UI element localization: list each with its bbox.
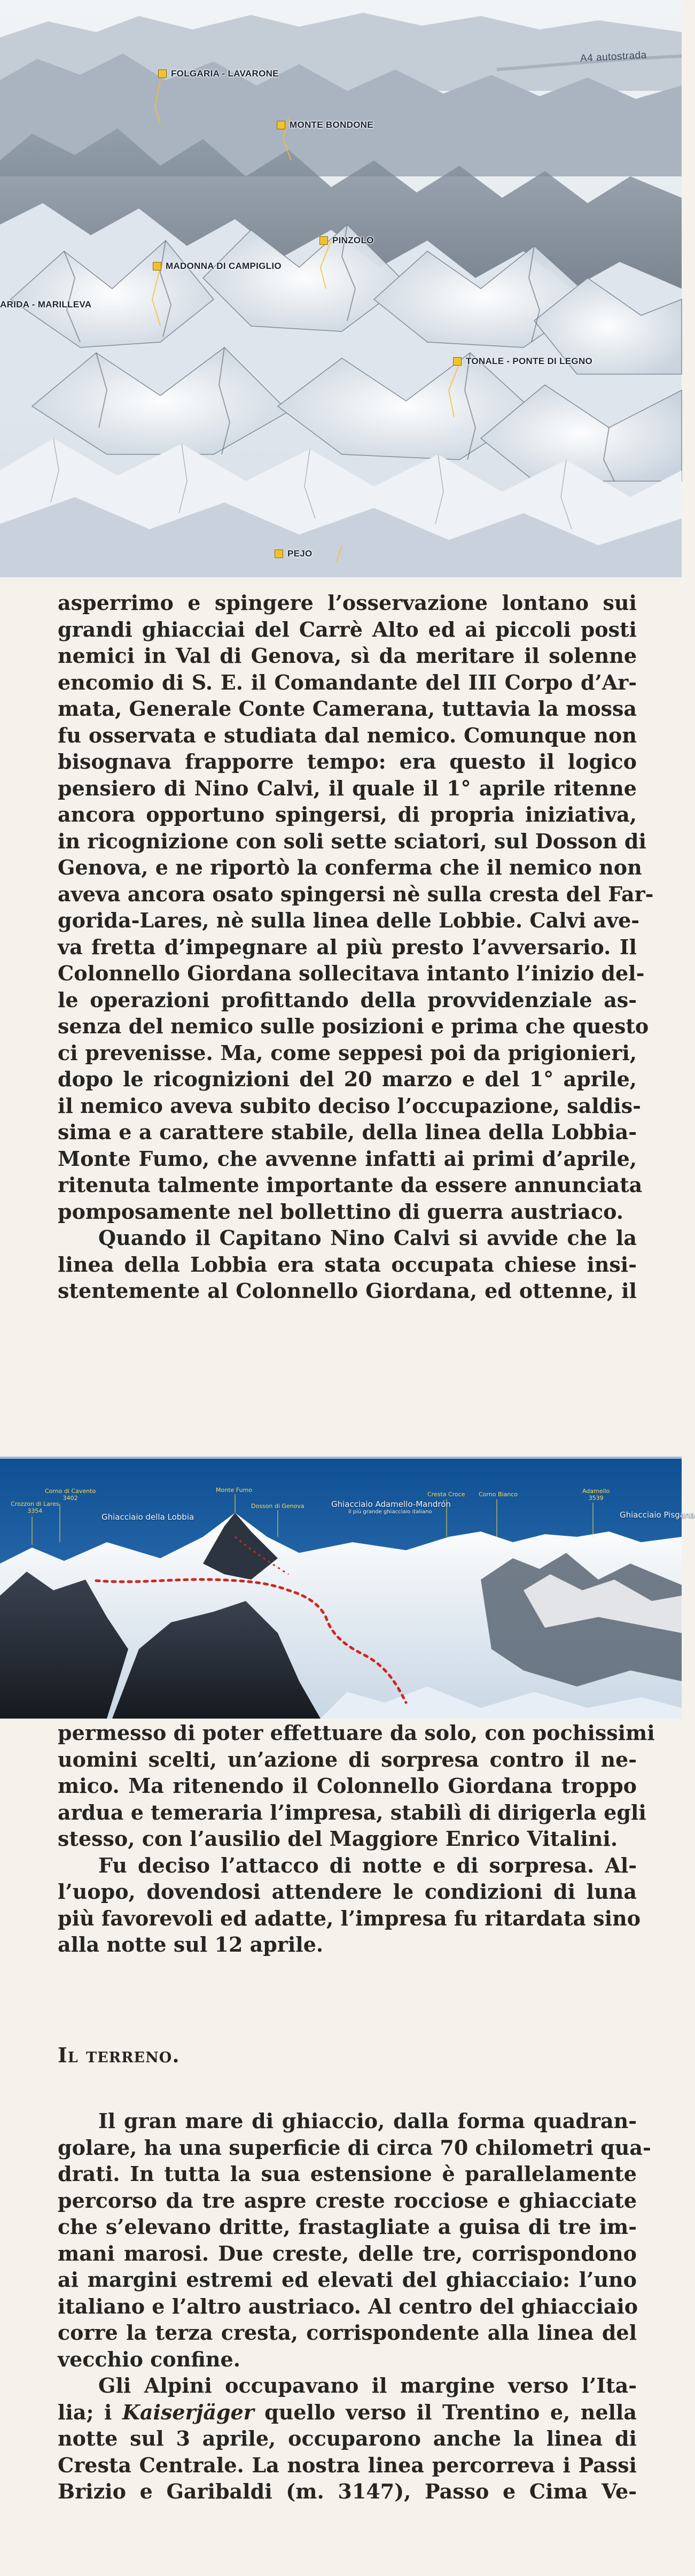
italic-term: Kaiserjäger — [122, 2400, 254, 2424]
heading-text: Il terreno. — [58, 2043, 180, 2067]
resort-name: PINZOLO — [332, 235, 374, 245]
text-line: in ricognizione con soli sette sciatori, sul Dosson di — [58, 829, 646, 853]
text-line: ai margini estremi ed elevati del ghiacciaio: l’uno — [58, 2268, 637, 2292]
text-line: dopo le ricognizioni del 20 marzo e del 1° aprile, — [58, 1067, 637, 1091]
resort-name: FOLGARIA - LAVARONE — [171, 68, 279, 79]
text-line: più favorevoli ed adatte, l’impresa fu ritardata sino — [58, 1906, 641, 1930]
text-line: il nemico aveva subito deciso l’occupazione, saldis- — [58, 1093, 641, 1118]
text-line: Colonnello Giordana sollecitava intanto l’inizio del- — [58, 961, 645, 985]
text-line: stentemente al Colonnello Giordana, ed ottenne, il — [58, 1279, 637, 1303]
paragraph — [58, 1720, 655, 1852]
peak-label: Corno di Cavento 3402 — [45, 1488, 96, 1502]
text-line: notte sul 3 aprile, occuparono anche la linea di — [58, 2426, 637, 2450]
text-line: Il gran mare di ghiaccio, dalla forma quadran- — [98, 2109, 637, 2133]
resort-name: TONALE - PONTE DI LEGNO — [466, 356, 593, 366]
text-line: nemici in Val di Genova, sì da meritare il solenne — [58, 644, 637, 668]
glacier-sublabel: il più grande ghiacciaio italiano — [348, 1509, 432, 1515]
resort-marker[interactable] — [277, 120, 373, 130]
text-line: Gli Alpini occupavano il margine verso l’Ita- — [98, 2373, 637, 2397]
resort-marker[interactable] — [158, 68, 279, 79]
text-line: l’uopo, dovendosi attendere le condizioni di luna — [58, 1879, 637, 1904]
text-line: mico. Ma ritenendo il Colonnello Giordana troppo — [58, 1774, 637, 1798]
resort-marker-icon — [275, 550, 283, 558]
paragraph — [58, 1225, 637, 1304]
text-line: sima e a carattere stabile, della linea della Lobbia- — [58, 1120, 637, 1144]
resort-marker[interactable] — [453, 356, 592, 367]
text-line: Monte Fumo, che avvenne infatti ai primi d’aprile, — [58, 1146, 637, 1171]
text-line: le operazioni profittando della provvidenziale as- — [58, 987, 637, 1012]
resort-marker[interactable] — [0, 299, 91, 310]
ski-resort-map — [0, 0, 682, 577]
text-line: che s’elevano dritte, frastagliate a guisa di tre im- — [58, 2215, 637, 2239]
text-line: lia; i Kaiserjäger quello verso il Trentino e, nella — [58, 2400, 637, 2424]
glacier-panorama — [0, 1457, 695, 1719]
text-line: Quando il Capitano Nino Calvi si avvide che la — [98, 1226, 637, 1250]
resort-marker[interactable] — [153, 261, 282, 272]
text-line: golare, ha una superficie di circa 70 chilometri qua- — [58, 2135, 651, 2160]
text-line: fu osservata e studiata dal nemico. Comunque non — [58, 723, 637, 747]
body-text-bottom — [58, 1720, 655, 1958]
text-line: percorso da tre aspre creste rocciose e ghiacciate — [58, 2188, 637, 2213]
text-line: senza del nemico sulle posizioni e prima che questo — [58, 1014, 649, 1038]
resort-marker[interactable] — [319, 235, 374, 246]
text-line: ardua e temeraria l’impresa, stabilì di dirigerla egli — [58, 1800, 646, 1824]
text-line: encomio di S. E. il Comandante del III Corpo d’Ar- — [58, 670, 637, 694]
glacier-label: Ghiacciaio della Lobbia — [101, 1512, 194, 1522]
text-line: stesso, con l’ausilio del Maggiore Enrico Vitalini. — [58, 1827, 618, 1851]
resort-marker[interactable] — [275, 548, 313, 559]
body-text-top — [58, 590, 654, 1304]
text-line: asperrimo e spingere l’osservazione lontano sui — [58, 591, 637, 615]
highway-label: A4 autostrada — [580, 49, 647, 65]
text-line: bisognava frapporre tempo: era questo il logico — [58, 749, 637, 773]
text-line: linea della Lobbia era stata occupata chiese insi- — [58, 1252, 637, 1277]
resort-marker-icon — [277, 121, 285, 129]
resort-name: PEJO — [287, 548, 313, 559]
peak-label: Dosson di Genova — [251, 1503, 304, 1510]
paragraph — [58, 590, 654, 1225]
mountain-terrain — [0, 0, 682, 577]
text-line: Genova, e ne riportò la conferma che il nemico non — [58, 855, 642, 879]
text-line: pensiero di Nino Calvi, il quale il 1° aprile ritenne — [58, 776, 637, 800]
text-line: grandi ghiacciai del Carrè Alto ed ai piccoli posti — [58, 617, 637, 641]
resort-marker-icon — [453, 357, 462, 366]
text-line: drati. In tutta la sua estensione è parallelamente — [58, 2162, 637, 2186]
glacier-label: Ghiacciaio Adamello-Mandrón — [331, 1499, 451, 1509]
text-line: vecchio confine. — [58, 2347, 240, 2371]
text-line: mani marosi. Due creste, delle tre, corrispondono — [58, 2241, 637, 2265]
text-line: pomposamente nel bollettino di guerra austriaco. — [58, 1199, 624, 1224]
resort-name: ARIDA - MARILLEVA — [0, 299, 92, 310]
text-line: corre la terza cresta, corrispondente alla linea del — [58, 2320, 637, 2345]
text-line: ci prevenisse. Ma, come seppesi poi da prigionieri, — [58, 1040, 637, 1065]
text-line: mata, Generale Conte Camerana, tuttavia la mossa — [58, 697, 637, 721]
peak-label: Cresta Croce — [427, 1491, 465, 1498]
text-line: Brizio e Garibaldi (m. 3147), Passo e Cima Ve- — [58, 2479, 637, 2503]
text-line: va fretta d’impegnare al più presto l’avversario. Il — [58, 934, 637, 959]
peak-label: Corno Bianco — [479, 1491, 518, 1498]
peak-label: Crozzon di Lares 3354 — [11, 1500, 59, 1514]
text-line: uomini scelti, un’azione di sorpresa contro il ne- — [58, 1747, 637, 1772]
glacier-label: Ghiacciaio Pisgana — [620, 1510, 695, 1520]
text-line: ancora opportuno spingersi, di propria iniziativa, — [58, 802, 637, 826]
paragraph — [58, 2372, 637, 2505]
peak-label: Adamello 3539 — [582, 1488, 610, 1502]
text-line: Fu deciso l’attacco di notte e di sorpresa. Al- — [98, 1853, 637, 1877]
text-line: italiano e l’altro austriaco. Al centro del ghiacciaio — [58, 2294, 638, 2318]
text-line: alla notte sul 12 aprile. — [58, 1932, 324, 1956]
section-heading — [58, 2042, 637, 2069]
resort-marker-icon — [153, 262, 161, 270]
body-text-section — [58, 2108, 651, 2505]
text-line: ritenuta talmente importante da essere annunciata — [58, 1173, 643, 1197]
paragraph — [58, 1852, 641, 1958]
resort-name: MONTE BONDONE — [290, 120, 373, 130]
peak-label: Monte Fumo — [216, 1487, 252, 1494]
text-line: aveva ancora osato spingersi nè sulla cresta del Far- — [58, 881, 654, 906]
resort-name: MADONNA DI CAMPIGLIO — [166, 261, 282, 271]
paragraph — [58, 2108, 651, 2372]
resort-marker-icon — [319, 236, 328, 245]
resort-marker-icon — [158, 69, 167, 78]
text-line: Cresta Centrale. La nostra linea percorreva i Passi — [58, 2453, 637, 2477]
text-line: gorida-Lares, nè sulla linea delle Lobbie. Calvi ave- — [58, 908, 640, 932]
glacier-illustration — [0, 1457, 682, 1719]
text-line: permesso di poter effettuare da solo, con pochissimi — [58, 1721, 655, 1745]
